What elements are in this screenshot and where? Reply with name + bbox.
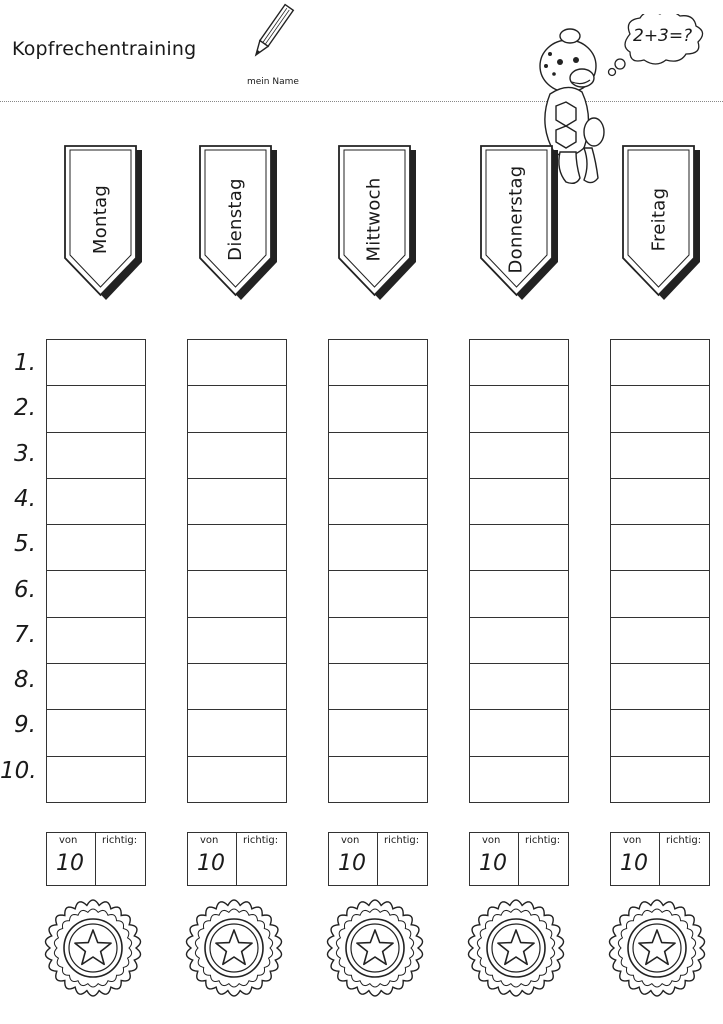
answer-cell[interactable] [328,433,428,479]
star-medal-icon [466,898,566,998]
answer-cell[interactable] [469,479,569,525]
row-number: 9. [14,712,36,739]
answer-cell[interactable] [328,479,428,525]
score-correct-cell[interactable] [96,833,145,885]
answer-cell[interactable] [610,618,710,664]
answer-cell[interactable] [328,525,428,571]
weekday-tag [478,144,562,304]
answer-cell[interactable] [187,386,287,432]
answer-cell[interactable] [469,757,569,803]
von-label: von [59,835,78,846]
answer-column [328,339,428,803]
score-total-cell [470,833,519,885]
answer-cell[interactable] [610,339,710,386]
weekday-label: Freitag [648,187,669,251]
richtig-label: richtig: [243,835,279,846]
answer-cell[interactable] [328,757,428,803]
weekday-tag [197,144,281,304]
answer-cell[interactable] [469,525,569,571]
answer-cell[interactable] [469,618,569,664]
answer-cell[interactable] [328,386,428,432]
weekday-tag [336,144,420,304]
name-label: mein Name [247,77,299,87]
row-number: 2. [14,395,36,422]
answer-column [46,339,146,803]
answer-cell[interactable] [610,710,710,756]
answer-cell[interactable] [469,339,569,386]
answer-cell[interactable] [187,571,287,617]
answer-cell[interactable] [46,339,146,386]
richtig-label: richtig: [666,835,702,846]
answer-cell[interactable] [46,757,146,803]
answer-column [469,339,569,803]
pencil-icon [248,0,296,64]
answer-cell[interactable] [187,479,287,525]
answer-cell[interactable] [46,433,146,479]
answer-cell[interactable] [187,339,287,386]
weekday-label: Donnerstag [506,164,527,274]
score-correct-cell[interactable] [519,833,568,885]
von-label: von [623,835,642,846]
page-title: Kopfrechentraining [12,38,197,60]
score-box [328,832,428,886]
row-number: 7. [14,621,36,648]
answer-cell[interactable] [46,479,146,525]
answer-cell[interactable] [46,571,146,617]
von-label: von [341,835,360,846]
answer-cell[interactable] [328,571,428,617]
score-total: 10 [620,851,648,876]
answer-cell[interactable] [46,525,146,571]
row-number: 10. [0,757,37,784]
answer-cell[interactable] [610,757,710,803]
weekday-label: Montag [89,184,111,254]
score-total: 10 [56,851,84,876]
answer-cell[interactable] [187,525,287,571]
von-label: von [482,835,501,846]
answer-cell[interactable] [187,433,287,479]
score-total-cell [611,833,660,885]
star-medal-icon [325,898,425,998]
row-number: 5. [14,531,36,558]
answer-cell[interactable] [328,339,428,386]
row-number: 6. [14,576,36,603]
score-total-cell [329,833,378,885]
score-box [46,832,146,886]
score-box [610,832,710,886]
answer-cell[interactable] [187,710,287,756]
answer-cell[interactable] [187,618,287,664]
weekday-tag [620,144,704,304]
score-box [187,832,287,886]
answer-cell[interactable] [469,433,569,479]
answer-cell[interactable] [610,479,710,525]
answer-cell[interactable] [46,664,146,710]
star-medal-icon [607,898,707,998]
answer-cell[interactable] [46,710,146,756]
answer-cell[interactable] [610,525,710,571]
weekday-label: Mittwoch [364,176,385,262]
answer-cell[interactable] [328,710,428,756]
answer-cell[interactable] [328,664,428,710]
richtig-label: richtig: [102,835,138,846]
richtig-label: richtig: [525,835,561,846]
answer-cell[interactable] [469,386,569,432]
answer-cell[interactable] [610,664,710,710]
answer-cell[interactable] [187,664,287,710]
score-correct-cell[interactable] [660,833,709,885]
answer-column [610,339,710,803]
score-correct-cell[interactable] [237,833,286,885]
weekday-tag [62,144,146,304]
answer-cell[interactable] [610,571,710,617]
score-correct-cell[interactable] [378,833,427,885]
answer-cell[interactable] [469,710,569,756]
score-box [469,832,569,886]
answer-cell[interactable] [46,618,146,664]
row-number: 3. [14,440,36,467]
score-total-cell [47,833,96,885]
answer-cell[interactable] [469,571,569,617]
row-number: 4. [14,485,36,512]
answer-cell[interactable] [187,757,287,803]
richtig-label: richtig: [384,835,420,846]
answer-cell[interactable] [610,433,710,479]
star-medal-icon [184,898,284,998]
thought-bubble-text: 2+3=? [633,26,693,46]
answer-cell[interactable] [469,664,569,710]
score-total-cell [188,833,237,885]
row-number: 8. [14,667,36,694]
answer-cell[interactable] [610,386,710,432]
answer-cell[interactable] [46,386,146,432]
score-total: 10 [338,851,366,876]
von-label: von [200,835,219,846]
score-total: 10 [197,851,225,876]
score-total: 10 [479,851,507,876]
row-number: 1. [14,350,36,376]
answer-cell[interactable] [328,618,428,664]
star-medal-icon [43,898,143,998]
answer-column [187,339,287,803]
weekday-label: Dienstag [225,177,247,261]
